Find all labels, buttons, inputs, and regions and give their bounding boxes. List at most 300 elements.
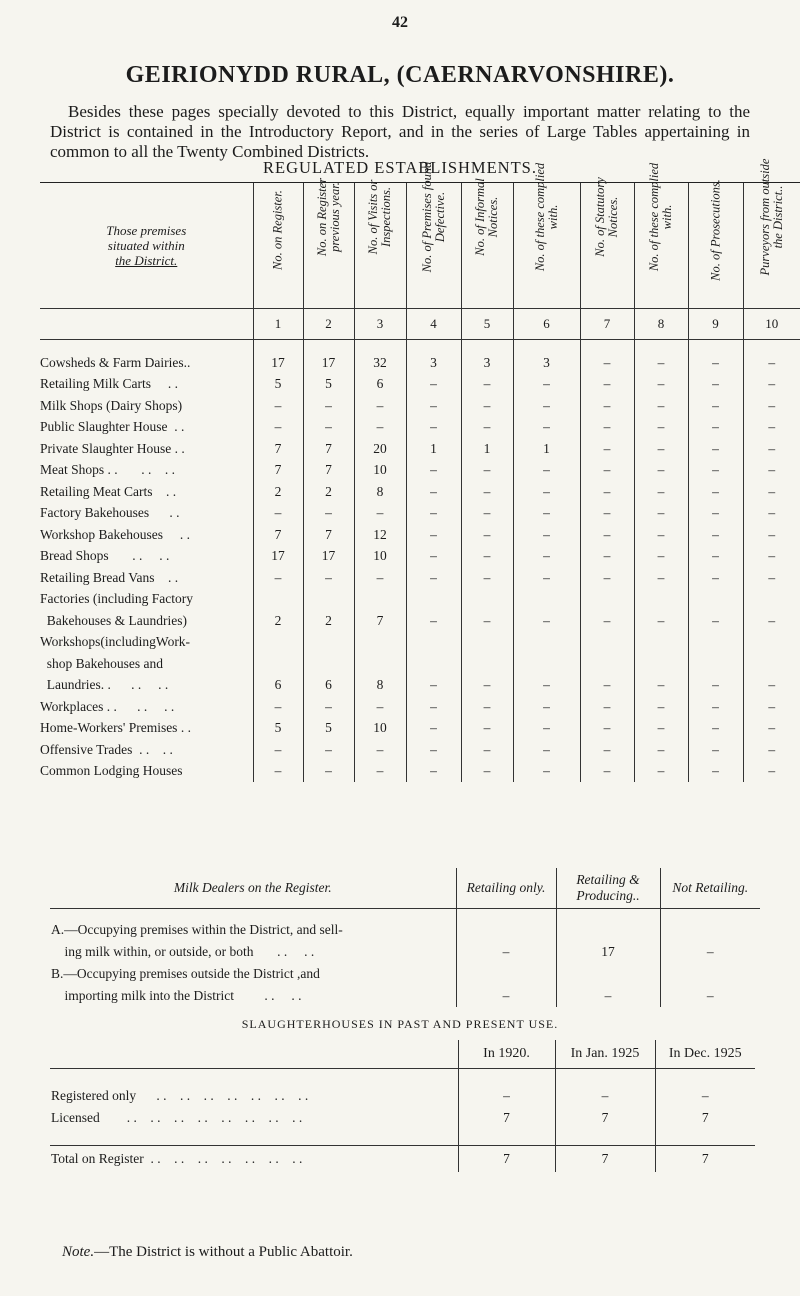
table-cell: – [461, 546, 513, 568]
table-cell: 7 [303, 524, 354, 546]
table-cell: – [580, 761, 634, 783]
column-number: 8 [634, 309, 688, 340]
column-header [688, 179, 743, 309]
table-cell: – [406, 546, 461, 568]
table-cell: 3 [406, 352, 461, 374]
table-cell: – [513, 546, 580, 568]
table-cell: – [580, 696, 634, 718]
table-cell: – [513, 696, 580, 718]
table-cell: 6 [303, 675, 354, 697]
table-cell: – [580, 567, 634, 589]
table-cell: – [354, 395, 406, 417]
row-label: Laundries. . . . . . [40, 677, 169, 693]
table-cell: – [634, 524, 688, 546]
table-cell [456, 919, 556, 941]
table-cell: 5 [253, 374, 303, 396]
slaughter-column-header: In 1920. [458, 1040, 555, 1069]
table-row [40, 395, 800, 417]
table-cell [406, 653, 461, 675]
regulated-table-body [40, 340, 800, 783]
table-cell: – [634, 374, 688, 396]
table-row [40, 675, 800, 697]
table-cell: – [580, 718, 634, 740]
milk-column-header: Retailing only. [456, 868, 556, 909]
table-cell: – [253, 567, 303, 589]
table-cell: 2 [303, 610, 354, 632]
table-cell: – [513, 718, 580, 740]
table-cell: – [461, 761, 513, 783]
intro-paragraph: Besides these pages specially devoted to this District, equally important matter relating to the District is contained in the Introductory Report, and in the series of Large Tables appertaining in common to all the Twenty Combined Districts. [50, 102, 750, 161]
column-header [461, 178, 513, 309]
row-label: Private Slaughter House . . [40, 440, 185, 456]
table-cell: – [634, 503, 688, 525]
row-label: Workplaces . . . . . . [40, 698, 175, 714]
column-header [303, 177, 354, 309]
table-cell: – [253, 761, 303, 783]
table-row [40, 417, 800, 439]
table-cell: – [253, 417, 303, 439]
table-cell: 5 [253, 718, 303, 740]
slaughter-header-row [50, 1040, 755, 1069]
table-cell: – [580, 417, 634, 439]
column-number: 1 [253, 309, 303, 340]
table-cell: – [580, 675, 634, 697]
table-row [40, 739, 800, 761]
table-cell: 7 [655, 1146, 755, 1173]
table-cell: 7 [555, 1107, 655, 1129]
table-cell: – [303, 417, 354, 439]
table-cell: 7 [303, 438, 354, 460]
row-label: Retailing Bread Vans . . [40, 569, 179, 585]
table-cell: – [461, 417, 513, 439]
table-cell: – [354, 696, 406, 718]
table-cell [253, 632, 303, 654]
table-cell [406, 589, 461, 611]
table-cell [461, 653, 513, 675]
table-cell [253, 653, 303, 675]
table-cell: – [688, 438, 743, 460]
table-cell: – [688, 610, 743, 632]
table-cell: – [660, 985, 760, 1007]
table-cell: – [743, 503, 800, 525]
column-header [513, 162, 580, 309]
table-row [40, 481, 800, 503]
slaughter-column-header: In Jan. 1925 [555, 1040, 655, 1069]
table-cell [354, 653, 406, 675]
table-cell: – [688, 739, 743, 761]
table-cell: – [688, 524, 743, 546]
table-cell: – [743, 761, 800, 783]
premises-header-line: Those premises [106, 223, 187, 238]
table-cell: 7 [655, 1107, 755, 1129]
table-cell: – [513, 481, 580, 503]
table-cell: – [688, 675, 743, 697]
table-cell: – [253, 739, 303, 761]
table-cell: – [303, 739, 354, 761]
table-row [50, 919, 760, 941]
table-cell [580, 653, 634, 675]
column-header [580, 177, 634, 309]
note-text: —The District is without a Public Abattoir. [94, 1244, 353, 1260]
table-row [40, 352, 800, 374]
table-cell: – [743, 546, 800, 568]
table-cell: – [655, 1085, 755, 1107]
table-row [50, 1085, 755, 1107]
table-cell [660, 963, 760, 985]
table-cell: – [743, 718, 800, 740]
table-cell: 17 [303, 546, 354, 568]
column-header-text: No. of Prosecutions. [708, 179, 722, 281]
row-label: Factories (including Factory [40, 591, 193, 607]
table-row [40, 524, 800, 546]
table-cell: – [688, 481, 743, 503]
table-cell [253, 589, 303, 611]
table-cell: 1 [406, 438, 461, 460]
table-cell: – [513, 374, 580, 396]
table-cell: 17 [253, 352, 303, 374]
table-cell [303, 632, 354, 654]
table-cell: – [406, 460, 461, 482]
table-cell [688, 653, 743, 675]
table-cell [406, 632, 461, 654]
table-cell: 8 [354, 481, 406, 503]
table-row [40, 632, 800, 654]
table-cell: – [406, 610, 461, 632]
page-title: GEIRIONYDD RURAL, (CAERNARVONSHIRE). [125, 62, 675, 88]
row-label: Total on Register . . . . . . . . . . . . . . [50, 1146, 458, 1173]
table-cell: – [303, 395, 354, 417]
column-header-text: Purveyors from outside the District.. [757, 158, 785, 276]
table-cell [580, 589, 634, 611]
table-cell: – [406, 739, 461, 761]
table-cell: 10 [354, 546, 406, 568]
table-cell: – [688, 718, 743, 740]
table-cell: – [580, 438, 634, 460]
table-row [40, 696, 800, 718]
row-label: Registered only . . . . . . . . . . . . . . [51, 1088, 309, 1103]
table-cell: – [513, 610, 580, 632]
blank-cell [40, 309, 253, 340]
table-cell: – [743, 438, 800, 460]
footnote [62, 1244, 353, 1261]
table-cell: – [634, 696, 688, 718]
page-number: 42 [392, 14, 408, 31]
table-cell [461, 589, 513, 611]
table-cell [354, 589, 406, 611]
table-cell: – [580, 481, 634, 503]
table-cell: 6 [253, 675, 303, 697]
milk-column-header: Not Retailing. [660, 868, 760, 909]
row-label: Cowsheds & Farm Dairies.. [40, 354, 191, 370]
row-label: ing milk within, or outside, or both . . . . [51, 944, 315, 959]
table-cell [513, 653, 580, 675]
table-cell: – [406, 524, 461, 546]
table-cell: 10 [354, 718, 406, 740]
table-cell: – [634, 761, 688, 783]
table-cell: 7 [253, 438, 303, 460]
table-cell: 7 [303, 460, 354, 482]
table-row [40, 460, 800, 482]
row-label: importing milk into the District . . . . [51, 988, 302, 1003]
table-cell: 12 [354, 524, 406, 546]
row-label: B.—Occupying premises outside the District ,and [51, 966, 320, 981]
table-cell: – [513, 395, 580, 417]
table-cell: – [660, 941, 760, 963]
row-label: Workshops(includingWork- [40, 634, 191, 650]
table-cell [743, 589, 800, 611]
column-number: 10 [743, 309, 800, 340]
column-number: 3 [354, 309, 406, 340]
table-cell: – [461, 675, 513, 697]
table-cell [513, 632, 580, 654]
section-heading-slaughterhouses: SLAUGHTERHOUSES IN PAST AND PRESENT USE. [241, 1017, 559, 1031]
table-cell: – [461, 524, 513, 546]
table-cell: – [513, 675, 580, 697]
column-header [354, 179, 406, 309]
table-cell: – [688, 460, 743, 482]
table-cell: 5 [303, 718, 354, 740]
table-cell [513, 589, 580, 611]
table-cell: – [461, 460, 513, 482]
row-label: Licensed . . . . . . . . . . . . . . . . [51, 1110, 303, 1125]
row-label: Milk Shops (Dairy Shops) [40, 397, 183, 413]
row-label: Offensive Trades . . . . [40, 741, 173, 757]
table-cell: – [253, 503, 303, 525]
table-cell: 7 [555, 1146, 655, 1173]
table-row [50, 963, 760, 985]
table-cell: 7 [253, 524, 303, 546]
table-cell: – [580, 460, 634, 482]
table-cell: – [461, 610, 513, 632]
table-cell: 5 [303, 374, 354, 396]
table-cell: – [406, 675, 461, 697]
table-cell: 1 [461, 438, 513, 460]
table-cell: 3 [461, 352, 513, 374]
spacer-row [40, 340, 800, 353]
slaughter-column-header: In Dec. 1925 [655, 1040, 755, 1069]
table-cell: 20 [354, 438, 406, 460]
table-cell [743, 632, 800, 654]
table-cell: – [743, 374, 800, 396]
table-cell: – [461, 374, 513, 396]
table-cell: – [743, 567, 800, 589]
table-row [50, 1107, 755, 1129]
table-cell: – [513, 761, 580, 783]
milk-column-header: Retailing & Producing.. [556, 868, 660, 909]
table-cell [743, 653, 800, 675]
table-row [50, 941, 760, 963]
column-header-text: No. of these complied with. [532, 162, 560, 272]
table-cell: – [253, 395, 303, 417]
table-cell: – [406, 503, 461, 525]
table-cell: 17 [253, 546, 303, 568]
table-cell [556, 919, 660, 941]
table-cell: – [688, 352, 743, 374]
table-cell: – [743, 696, 800, 718]
table-cell: – [580, 610, 634, 632]
table-cell: – [303, 696, 354, 718]
table-cell: – [513, 739, 580, 761]
table-cell [660, 919, 760, 941]
table-cell: – [303, 503, 354, 525]
table-cell: – [688, 567, 743, 589]
table-cell: 6 [354, 374, 406, 396]
table-row [40, 610, 800, 632]
note-label: Note. [62, 1244, 95, 1260]
row-label: Retailing Milk Carts . . [40, 376, 178, 392]
table-cell: – [743, 352, 800, 374]
column-number: 6 [513, 309, 580, 340]
table-cell: – [580, 503, 634, 525]
milk-header-row [50, 868, 760, 909]
table-cell: – [461, 739, 513, 761]
row-label: Home-Workers' Premises . . [40, 720, 191, 736]
table-row [50, 985, 760, 1007]
table-cell: 10 [354, 460, 406, 482]
table-cell: – [580, 352, 634, 374]
table-cell: – [743, 460, 800, 482]
table-cell [303, 589, 354, 611]
milk-dealers-table [50, 868, 760, 1007]
spacer-row [50, 1129, 755, 1146]
table-cell: – [354, 761, 406, 783]
table-cell: – [513, 524, 580, 546]
column-header-text: No. of Statutory Notices. [593, 177, 620, 257]
table-cell: – [406, 395, 461, 417]
table-cell [580, 632, 634, 654]
blank-cell [50, 1040, 458, 1069]
table-cell: – [634, 610, 688, 632]
slaughterhouses-table [50, 1040, 755, 1172]
table-cell: – [354, 567, 406, 589]
row-label: A.—Occupying premises within the District, and sell- [51, 922, 343, 937]
table-cell: – [406, 761, 461, 783]
table-row [40, 374, 800, 396]
table-cell [354, 632, 406, 654]
table-row [40, 589, 800, 611]
slaughter-table-body [50, 1069, 755, 1173]
table-cell: 7 [458, 1107, 555, 1129]
row-label: Public Slaughter House . . [40, 419, 185, 435]
column-header-text: No. on Register. [270, 190, 285, 270]
table-cell [461, 632, 513, 654]
table-cell: – [688, 374, 743, 396]
table-cell: – [634, 718, 688, 740]
column-number: 2 [303, 309, 354, 340]
column-header-text: No. of Premises found Defective. [419, 161, 447, 273]
table-cell: 17 [556, 941, 660, 963]
row-label: Meat Shops . . . . . . [40, 462, 175, 478]
table-cell: – [456, 941, 556, 963]
table-cell [634, 632, 688, 654]
table-cell: – [461, 481, 513, 503]
table-row [40, 438, 800, 460]
spacer-row [50, 909, 760, 920]
table-cell: – [406, 481, 461, 503]
table-cell: – [743, 524, 800, 546]
table-cell: – [303, 761, 354, 783]
table-cell: – [406, 417, 461, 439]
premises-header-line: the District. [115, 253, 178, 268]
table-cell [556, 963, 660, 985]
row-label: Common Lodging Houses [40, 763, 183, 779]
column-header [743, 158, 800, 309]
row-label: shop Bakehouses and [40, 655, 163, 671]
table-cell: 7 [354, 610, 406, 632]
table-cell: – [634, 352, 688, 374]
premises-header [40, 183, 253, 309]
table-cell: – [406, 374, 461, 396]
row-label: Bread Shops . . . . [40, 548, 170, 564]
table-cell: – [406, 567, 461, 589]
row-label: Factory Bakehouses . . [40, 505, 180, 521]
table-cell: – [456, 985, 556, 1007]
table-cell: – [461, 395, 513, 417]
column-header-text: No. of Visits or Inspections. [366, 179, 393, 255]
column-header-text: No. of these complied with. [647, 162, 674, 272]
table-cell [303, 653, 354, 675]
section-heading-regulated: REGULATED ESTABLISHMENTS. [263, 158, 537, 177]
table-cell: 3 [513, 352, 580, 374]
table-cell: – [634, 739, 688, 761]
table-cell: – [580, 546, 634, 568]
table-cell: – [634, 460, 688, 482]
table-cell: – [580, 374, 634, 396]
column-header [253, 183, 303, 309]
table-row [40, 567, 800, 589]
table-cell [634, 653, 688, 675]
table-cell: – [688, 503, 743, 525]
table-cell: – [634, 546, 688, 568]
table-cell: – [688, 546, 743, 568]
table-cell: – [461, 503, 513, 525]
table-cell: 2 [303, 481, 354, 503]
row-label: Retailing Meat Carts . . [40, 483, 177, 499]
table-cell: – [406, 696, 461, 718]
table-cell: – [634, 481, 688, 503]
table-cell: – [743, 395, 800, 417]
table-cell: – [688, 395, 743, 417]
table-cell: – [461, 567, 513, 589]
table-cell: – [634, 395, 688, 417]
table-cell: – [634, 438, 688, 460]
table-cell: – [634, 567, 688, 589]
table-cell: – [406, 718, 461, 740]
table-cell: – [461, 696, 513, 718]
table-header-row [40, 183, 800, 309]
table-cell: – [354, 503, 406, 525]
column-header-text: No. on Register previous year. [314, 177, 342, 257]
column-header [634, 162, 688, 309]
table-cell: – [580, 524, 634, 546]
table-cell: 32 [354, 352, 406, 374]
milk-header-label: Milk Dealers on the Register. [50, 868, 456, 909]
table-cell: – [743, 610, 800, 632]
spacer-row [50, 1069, 755, 1086]
table-cell [634, 589, 688, 611]
table-row [40, 546, 800, 568]
table-cell: – [555, 1085, 655, 1107]
table-cell: – [688, 696, 743, 718]
table-cell: 2 [253, 481, 303, 503]
table-row [40, 503, 800, 525]
table-cell: 8 [354, 675, 406, 697]
table-cell: – [634, 417, 688, 439]
table-cell: 1 [513, 438, 580, 460]
table-cell: – [580, 395, 634, 417]
table-cell: – [743, 481, 800, 503]
column-number: 9 [688, 309, 743, 340]
